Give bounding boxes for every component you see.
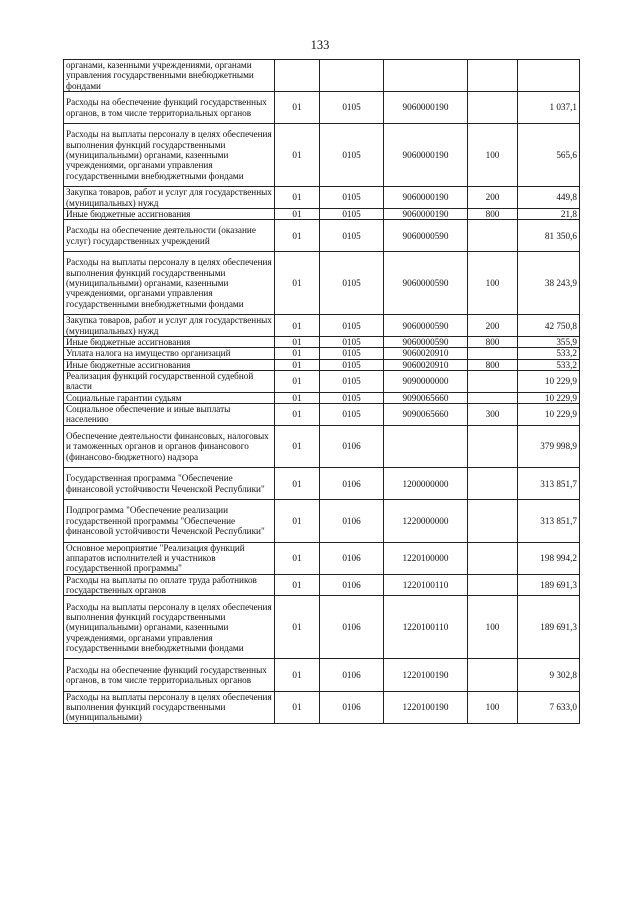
section-code-cell: 01 <box>275 425 320 467</box>
target-article-cell: 9060000590 <box>384 252 468 315</box>
expense-name-cell: Подпрограмма "Обеспечение реализации государственной программы "Обеспечение финансовой устойчивости Чеченской Республики" <box>64 500 275 542</box>
subsection-code-cell: 0106 <box>320 574 384 596</box>
expense-type-cell: 800 <box>468 208 518 219</box>
target-article-cell <box>384 425 468 467</box>
table-row <box>64 691 580 723</box>
amount-cell: 189 691,3 <box>518 574 580 596</box>
target-article-cell: 9060000590 <box>384 315 468 337</box>
target-article-cell: 9060000190 <box>384 187 468 209</box>
amount-cell: 10 229,9 <box>518 404 580 426</box>
amount-cell: 9 302,8 <box>518 659 580 691</box>
expense-type-cell <box>468 371 518 393</box>
section-code-cell: 01 <box>275 596 320 659</box>
expense-type-cell <box>468 659 518 691</box>
table-row <box>64 659 580 691</box>
table-row <box>64 392 580 403</box>
subsection-code-cell: 0105 <box>320 348 384 359</box>
subsection-code-cell: 0106 <box>320 691 384 723</box>
table-row <box>64 404 580 426</box>
target-article-cell: 9090000000 <box>384 371 468 393</box>
section-code-cell: 01 <box>275 315 320 337</box>
target-article-cell: 1220100190 <box>384 659 468 691</box>
subsection-code-cell: 0105 <box>320 337 384 348</box>
section-code-cell: 01 <box>275 208 320 219</box>
section-code-cell: 01 <box>275 92 320 124</box>
expense-name-cell: Закупка товаров, работ и услуг для государственных (муниципальных) нужд <box>64 187 275 209</box>
section-code-cell: 01 <box>275 124 320 187</box>
expense-type-cell <box>468 425 518 467</box>
table-row <box>64 124 580 187</box>
expense-name-cell: Уплата налога на имущество организаций <box>64 348 275 359</box>
subsection-code-cell: 0105 <box>320 404 384 426</box>
target-article-cell: 9060000590 <box>384 337 468 348</box>
table-body <box>64 60 580 724</box>
expense-name-cell: Расходы на выплаты персоналу в целях обеспечения выполнения функций государственными (муниципальными) органами, казенными учреждениями, органами управления государственными внебюджетными фондами <box>64 596 275 659</box>
expense-type-cell: 800 <box>468 359 518 370</box>
section-code-cell: 01 <box>275 659 320 691</box>
subsection-code-cell: 0105 <box>320 124 384 187</box>
expense-type-cell: 100 <box>468 252 518 315</box>
section-code-cell <box>275 60 320 92</box>
table-row <box>64 359 580 370</box>
subsection-code-cell: 0105 <box>320 208 384 219</box>
section-code-cell: 01 <box>275 220 320 252</box>
table-row <box>64 92 580 124</box>
table-row <box>64 468 580 500</box>
amount-cell: 38 243,9 <box>518 252 580 315</box>
amount-cell: 10 229,9 <box>518 392 580 403</box>
subsection-code-cell <box>320 60 384 92</box>
table-row <box>64 371 580 393</box>
amount-cell: 565,6 <box>518 124 580 187</box>
subsection-code-cell: 0105 <box>320 392 384 403</box>
subsection-code-cell: 0106 <box>320 542 384 574</box>
section-code-cell: 01 <box>275 252 320 315</box>
section-code-cell: 01 <box>275 500 320 542</box>
table-row <box>64 574 580 596</box>
target-article-cell <box>384 60 468 92</box>
expense-name-cell: Расходы на выплаты персоналу в целях обеспечения выполнения функций государственными (муниципальными) органами, казенными учреждениями, органами управления государственными внебюджетными фондами <box>64 252 275 315</box>
expense-name-cell: органами, казенными учреждениями, органами управления государственными внебюджетными фондами <box>64 60 275 92</box>
expense-name-cell: Социальные гарантии судьям <box>64 392 275 403</box>
amount-cell: 10 229,9 <box>518 371 580 393</box>
section-code-cell: 01 <box>275 691 320 723</box>
table-row <box>64 348 580 359</box>
expense-name-cell: Основное мероприятие "Реализация функций аппаратов исполнителей и участников государственной программы" <box>64 542 275 574</box>
table-row <box>64 425 580 467</box>
expense-name-cell: Расходы на выплаты по оплате труда работников государственных органов <box>64 574 275 596</box>
expense-type-cell <box>468 220 518 252</box>
subsection-code-cell: 0106 <box>320 596 384 659</box>
target-article-cell: 9060000190 <box>384 92 468 124</box>
target-article-cell: 1220100000 <box>384 542 468 574</box>
amount-cell: 355,9 <box>518 337 580 348</box>
table-row <box>64 315 580 337</box>
expense-type-cell: 100 <box>468 596 518 659</box>
subsection-code-cell: 0105 <box>320 92 384 124</box>
table-row <box>64 187 580 209</box>
subsection-code-cell: 0105 <box>320 371 384 393</box>
expense-type-cell <box>468 60 518 92</box>
budget-table <box>63 59 580 724</box>
amount-cell: 189 691,3 <box>518 596 580 659</box>
expense-name-cell: Расходы на выплаты персоналу в целях обеспечения выполнения функций государственными (муниципальными) <box>64 691 275 723</box>
subsection-code-cell: 0105 <box>320 252 384 315</box>
expense-type-cell <box>468 500 518 542</box>
amount-cell: 313 851,7 <box>518 468 580 500</box>
subsection-code-cell: 0106 <box>320 425 384 467</box>
expense-name-cell: Расходы на обеспечение функций государственных органов, в том числе территориальных органов <box>64 659 275 691</box>
amount-cell: 313 851,7 <box>518 500 580 542</box>
amount-cell: 42 750,8 <box>518 315 580 337</box>
expense-name-cell: Реализация функций государственной судебной власти <box>64 371 275 393</box>
amount-cell: 1 037,1 <box>518 92 580 124</box>
target-article-cell: 1220100110 <box>384 574 468 596</box>
section-code-cell: 01 <box>275 392 320 403</box>
section-code-cell: 01 <box>275 337 320 348</box>
target-article-cell: 9060000590 <box>384 220 468 252</box>
expense-type-cell: 200 <box>468 315 518 337</box>
expense-type-cell <box>468 468 518 500</box>
expense-name-cell: Обеспечение деятельности финансовых, налоговых и таможенных органов и органов финансового (финансово-бюджетного) надзора <box>64 425 275 467</box>
expense-name-cell: Иные бюджетные ассигнования <box>64 208 275 219</box>
amount-cell: 21,8 <box>518 208 580 219</box>
expense-name-cell: Расходы на выплаты персоналу в целях обеспечения выполнения функций государственными (муниципальными) органами, казенными учреждениями, органами управления государственными внебюджетными фондами <box>64 124 275 187</box>
section-code-cell: 01 <box>275 187 320 209</box>
target-article-cell: 9060000190 <box>384 208 468 219</box>
table-row <box>64 542 580 574</box>
section-code-cell: 01 <box>275 359 320 370</box>
target-article-cell: 9060020910 <box>384 348 468 359</box>
subsection-code-cell: 0106 <box>320 659 384 691</box>
expense-type-cell <box>468 542 518 574</box>
target-article-cell: 9060020910 <box>384 359 468 370</box>
amount-cell: 198 994,2 <box>518 542 580 574</box>
table-row <box>64 220 580 252</box>
expense-name-cell: Иные бюджетные ассигнования <box>64 359 275 370</box>
page-number: 133 <box>310 38 330 52</box>
expense-type-cell <box>468 574 518 596</box>
expense-type-cell: 100 <box>468 124 518 187</box>
expense-type-cell <box>468 92 518 124</box>
subsection-code-cell: 0105 <box>320 359 384 370</box>
target-article-cell: 9090065660 <box>384 404 468 426</box>
amount-cell: 449,8 <box>518 187 580 209</box>
expense-name-cell: Расходы на обеспечение деятельности (оказание услуг) государственных учреждений <box>64 220 275 252</box>
section-code-cell: 01 <box>275 348 320 359</box>
subsection-code-cell: 0105 <box>320 315 384 337</box>
expense-type-cell: 200 <box>468 187 518 209</box>
section-code-cell: 01 <box>275 468 320 500</box>
section-code-cell: 01 <box>275 542 320 574</box>
amount-cell: 533,2 <box>518 359 580 370</box>
target-article-cell: 1220100190 <box>384 691 468 723</box>
subsection-code-cell: 0105 <box>320 187 384 209</box>
expense-name-cell: Расходы на обеспечение функций государственных органов, в том числе территориальных органов <box>64 92 275 124</box>
target-article-cell: 1220000000 <box>384 500 468 542</box>
target-article-cell: 9090065660 <box>384 392 468 403</box>
amount-cell: 379 998,9 <box>518 425 580 467</box>
expense-name-cell: Социальное обеспечение и иные выплаты населению <box>64 404 275 426</box>
subsection-code-cell: 0106 <box>320 468 384 500</box>
table-row <box>64 208 580 219</box>
expense-type-cell: 300 <box>468 404 518 426</box>
amount-cell: 7 633,0 <box>518 691 580 723</box>
expense-name-cell: Закупка товаров, работ и услуг для государственных (муниципальных) нужд <box>64 315 275 337</box>
table-row <box>64 337 580 348</box>
table-row <box>64 60 580 92</box>
target-article-cell: 1200000000 <box>384 468 468 500</box>
target-article-cell: 1220100110 <box>384 596 468 659</box>
amount-cell: 533,2 <box>518 348 580 359</box>
section-code-cell: 01 <box>275 371 320 393</box>
expense-type-cell <box>468 348 518 359</box>
expense-type-cell: 800 <box>468 337 518 348</box>
amount-cell <box>518 60 580 92</box>
amount-cell: 81 350,6 <box>518 220 580 252</box>
table-row <box>64 252 580 315</box>
subsection-code-cell: 0106 <box>320 500 384 542</box>
expense-type-cell: 100 <box>468 691 518 723</box>
section-code-cell: 01 <box>275 574 320 596</box>
expense-type-cell <box>468 392 518 403</box>
table-row <box>64 500 580 542</box>
expense-name-cell: Иные бюджетные ассигнования <box>64 337 275 348</box>
section-code-cell: 01 <box>275 404 320 426</box>
target-article-cell: 9060000190 <box>384 124 468 187</box>
subsection-code-cell: 0105 <box>320 220 384 252</box>
expense-name-cell: Государственная программа "Обеспечение финансовой устойчивости Чеченской Республики" <box>64 468 275 500</box>
table-row <box>64 596 580 659</box>
